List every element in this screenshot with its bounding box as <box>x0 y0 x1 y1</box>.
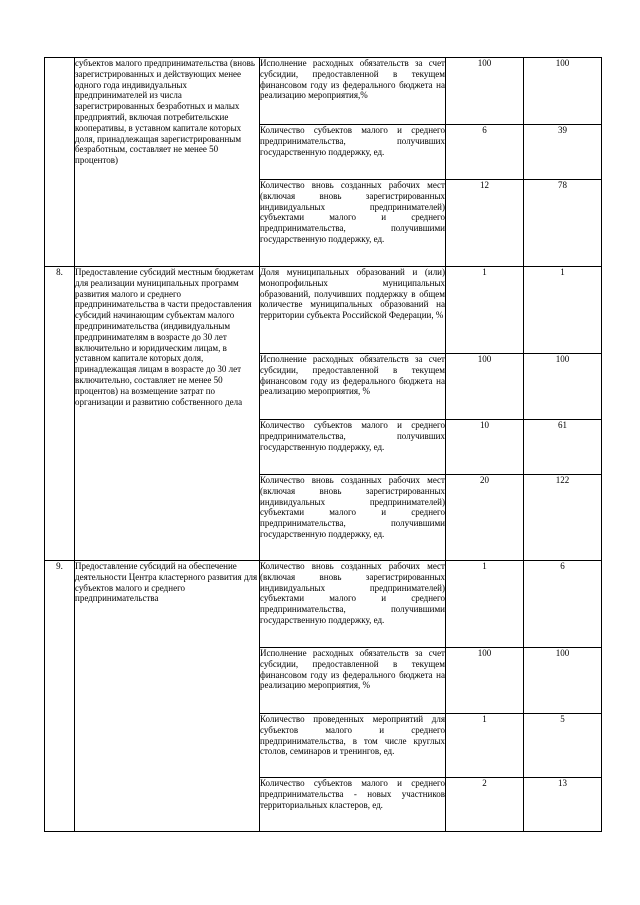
indicator-text: Количество проведенных мероприятий для субъектов малого и среднего предпринимательства, в том числе круглых столов, семинаров и тренингов, ед. <box>260 714 446 778</box>
indicator-text: Исполнение расходных обязательств за счет субсидии, предоставленной в текущем финансовом году из федерального бюджета на реализацию мероприятия, % <box>260 354 446 420</box>
indicator-value-planned: 1 <box>446 714 524 778</box>
indicator-value-planned: 100 <box>446 648 524 714</box>
indicator-text: Исполнение расходных обязательств за счет субсидии, предоставленной в текущем финансовом году из федерального бюджета на реализацию мероприятия, % <box>260 648 446 714</box>
event-name: Предоставление субсидий местным бюджетам для реализации муниципальных программ развития малого и среднего предпринимательства в части предоставления субсидий начинающим субъектам малого предпринимательства (индивидуальным предпринимателям в возрасте до 30 лет включительно и юридическим лицам, в уставном капитале которых доля, принадлежащая лицам в возрасте до 30 лет включительно, составляет не менее 50 процентов) на возмещение затрат по организации и развитию собственного дела <box>75 267 260 561</box>
indicator-value-total: 78 <box>524 180 602 267</box>
indicator-text: Количество вновь созданных рабочих мест (включая вновь зарегистрированных индивидуальных предпринимателей) субъектами малого и среднего предпринимательства, получившими государственную поддержку, ед. <box>260 180 446 267</box>
indicator-value-total: 100 <box>524 58 602 125</box>
indicator-value-planned: 100 <box>446 58 524 125</box>
indicator-value-total: 6 <box>524 561 602 648</box>
row-number: 8. <box>45 267 75 561</box>
row-number: 9. <box>45 561 75 832</box>
indicator-value-total: 39 <box>524 125 602 180</box>
indicator-value-planned: 100 <box>446 354 524 420</box>
indicator-value-planned: 2 <box>446 778 524 832</box>
indicator-value-planned: 10 <box>446 420 524 475</box>
indicator-value-total: 13 <box>524 778 602 832</box>
indicator-value-planned: 12 <box>446 180 524 267</box>
row-number <box>45 58 75 267</box>
indicator-value-planned: 1 <box>446 267 524 354</box>
indicator-value-total: 1 <box>524 267 602 354</box>
indicator-value-planned: 6 <box>446 125 524 180</box>
indicator-text: Количество субъектов малого и среднего предпринимательства, получивших государственную поддержку, ед. <box>260 420 446 475</box>
indicators-table <box>44 57 602 832</box>
indicator-text: Количество вновь созданных рабочих мест (включая вновь зарегистрированных индивидуальных предпринимателей) субъектами малого и среднего предпринимательства, получившими государственную поддержку, ед. <box>260 475 446 561</box>
indicator-value-total: 5 <box>524 714 602 778</box>
indicator-text: Количество субъектов малого и среднего предпринимательства - новых участников территориальных кластеров, ед. <box>260 778 446 832</box>
table-row <box>45 58 602 125</box>
indicator-text: Исполнение расходных обязательств за счет субсидии, предоставленной в текущем финансовом году из федерального бюджета на реализацию мероприятия,% <box>260 58 446 125</box>
indicator-value-planned: 20 <box>446 475 524 561</box>
indicator-value-total: 100 <box>524 648 602 714</box>
indicator-value-total: 122 <box>524 475 602 561</box>
table-row <box>45 267 602 354</box>
indicator-text: Количество вновь созданных рабочих мест (включая вновь зарегистрированных индивидуальных предпринимателей) субъектами малого и среднего предпринимательства, получившими государственную поддержку, ед. <box>260 561 446 648</box>
event-name: Предоставление субсидий на обеспечение деятельности Центра кластерного развития для субъектов малого и среднего предпринимательства <box>75 561 260 832</box>
table-row <box>45 561 602 648</box>
indicator-value-planned: 1 <box>446 561 524 648</box>
indicator-value-total: 100 <box>524 354 602 420</box>
event-name: субъектов малого предпринимательства (вновь зарегистрированных и действующих менее одного года индивидуальных предпринимателей из числа зарегистрированных безработных и малых предприятий, включая потребительские кооперативы, в уставном капитале которых доля, принадлежащая зарегистрированным безработным, составляет не менее 50 процентов) <box>75 58 260 267</box>
indicator-text: Доля муниципальных образований и (или) монопрофильных муниципальных образований, получивших поддержку в общем количестве муниципальных образований на территории субъекта Российской Федерации, % <box>260 267 446 354</box>
indicator-text: Количество субъектов малого и среднего предпринимательства, получивших государственную поддержку, ед. <box>260 125 446 180</box>
indicator-value-total: 61 <box>524 420 602 475</box>
